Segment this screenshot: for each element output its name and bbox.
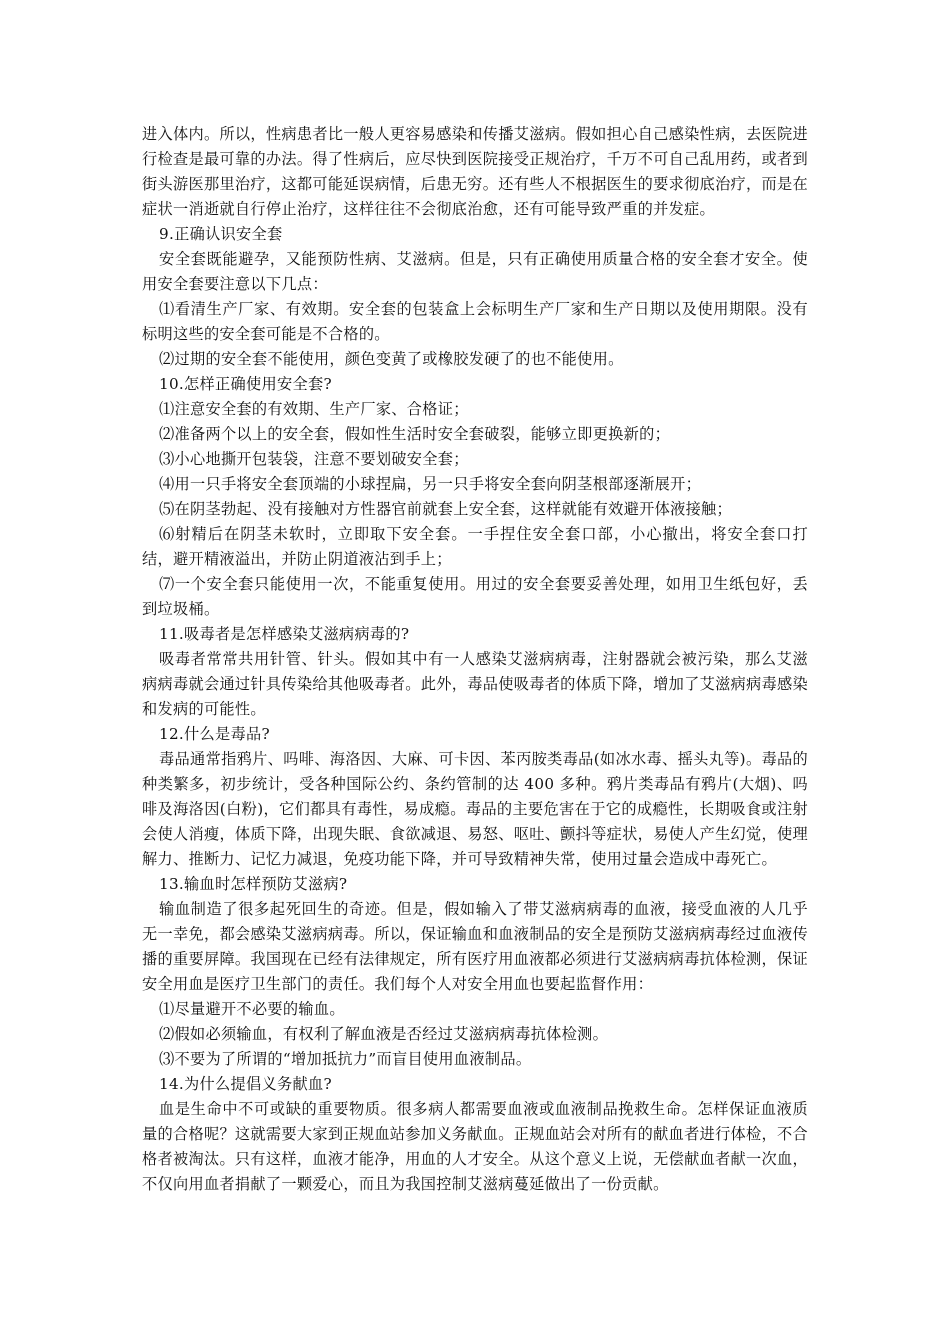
section-heading: 13.输血时怎样预防艾滋病? [159,875,348,893]
body-paragraph: ⑴尽量避开不必要的输血。 [159,1000,345,1018]
body-paragraph: ⑺一个安全套只能使用一次，不能重复使用。用过的安全套要妥善处理，如用卫生纸包好，丢到垃圾桶。 [142,575,808,618]
body-paragraph: ⑵准备两个以上的安全套，假如性生活时安全套破裂，能够立即更换新的； [159,425,671,443]
section-heading: 12.什么是毒品? [159,725,270,743]
body-paragraph: 血是生命中不可或缺的重要物质。很多病人都需要血液或血液制品挽救生命。怎样保证血液质量的合格呢？这就需要大家到正规血站参加义务献血。正规血站会对所有的献血者进行体检，不合格者被淘汰。只有这样，血液才能净，用血的人才安全。从这个意义上说，无偿献血者献一次血，不仅向用血者捐献了一颗爱心，而且为我国控制艾滋病蔓延做出了一份贡献。 [142,1100,808,1193]
body-paragraph: ⑷用一只手将安全套顶端的小球捏扁，另一只手将安全套向阴茎根部逐渐展开； [159,475,702,493]
body-paragraph: ⑴注意安全套的有效期、生产厂家、合格证； [159,400,469,418]
body-paragraph: 毒品通常指鸦片、吗啡、海洛因、大麻、可卡因、苯丙胺类毒品(如冰水毒、摇头丸等)。毒品的种类繁多，初步统计，受各种国际公约、条约管制的达 400 多种。鸦片类毒品有鸦片(大烟)、吗啡及海洛因(白粉)，它们都具有毒性，易成瘾。毒品的主要危害在于它的成瘾性，长期吸食或注射会使人消瘦，体质下降，出现失眠、食欲减退、易怒、呕吐、颤抖等症状，易使人产生幻觉，使理解力、推断力、记忆力减退，免疫功能下降，并可导致精神失常，使用过量会造成中毒死亡。 [142,750,808,868]
section-heading: 14.为什么提倡义务献血? [159,1075,332,1093]
body-paragraph: ⑴看清生产厂家、有效期。安全套的包装盒上会标明生产厂家和生产日期以及使用期限。没有标明这些的安全套可能是不合格的。 [142,300,808,343]
body-paragraph: ⑶不要为了所谓的“增加抵抗力”而盲目使用血液制品。 [159,1050,532,1068]
body-paragraph: 进入体内。所以，性病患者比一般人更容易感染和传播艾滋病。假如担心自己感染性病，去医院进行检查是最可靠的办法。得了性病后，应尽快到医院接受正规治疗，千万不可自己乱用药，或者到街头游医那里治疗，这都可能延误病情，后患无穷。还有些人不根据医生的要求彻底治疗，而是在症状一消逝就自行停止治疗，这样往往不会彻底治愈，还有可能导致严重的并发症。 [142,125,808,218]
body-paragraph: 安全套既能避孕，又能预防性病、艾滋病。但是，只有正确使用质量合格的安全套才安全。使用安全套要注意以下几点： [142,250,808,293]
section-heading: 10.怎样正确使用安全套? [159,375,332,393]
body-paragraph: 输血制造了很多起死回生的奇迹。但是，假如输入了带艾滋病病毒的血液，接受血液的人几乎无一幸免，都会感染艾滋病病毒。所以，保证输血和血液制品的安全是预防艾滋病病毒经过血液传播的重要屏障。我国现在已经有法律规定，所有医疗用血液都必须进行艾滋病病毒抗体检测，保证安全用血是医疗卫生部门的责任。我们每个人对安全用血也要起监督作用： [142,900,808,993]
body-paragraph: 吸毒者常常共用针管、针头。假如其中有一人感染艾滋病病毒，注射器就会被污染，那么艾滋病病毒就会通过针具传染给其他吸毒者。此外，毒品使吸毒者的体质下降，增加了艾滋病病毒感染和发病的可能性。 [142,650,808,718]
body-paragraph: ⑸在阴茎勃起、没有接触对方性器官前就套上安全套，这样就能有效避开体液接触； [159,500,733,518]
section-heading: 11.吸毒者是怎样感染艾滋病病毒的? [159,625,410,643]
body-paragraph: ⑹射精后在阴茎未软时，立即取下安全套。一手捏住安全套口部，小心撤出，将安全套口打结，避开精液溢出，并防止阴道液沾到手上； [142,525,808,568]
document-page [142,122,808,1197]
body-paragraph: ⑶小心地撕开包装袋，注意不要划破安全套； [159,450,469,468]
body-paragraph: ⑵假如必须输血，有权利了解血液是否经过艾滋病病毒抗体检测。 [159,1025,609,1043]
body-paragraph: ⑵过期的安全套不能使用，颜色变黄了或橡胶发硬了的也不能使用。 [159,350,624,368]
section-heading: 9.正确认识安全套 [159,225,283,243]
